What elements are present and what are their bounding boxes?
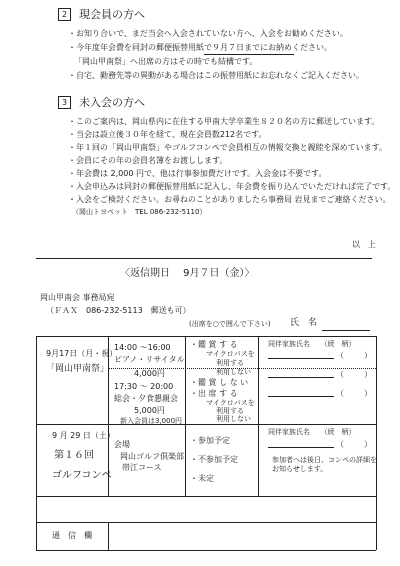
event2-note2: お知らせします。	[272, 465, 328, 473]
companion-field-2[interactable]	[268, 377, 334, 378]
section2-line3: 「岡山甲南祭」へ出席の方はその時でも結構です。	[74, 57, 258, 66]
table-bottom-border	[36, 550, 376, 551]
event2-companion-label: 同伴家族氏名 （続 柄）	[268, 428, 356, 436]
name-label: 氏 名	[290, 318, 318, 328]
event2-venue-label: 会場	[114, 440, 130, 449]
event2-companion-field[interactable]	[268, 447, 334, 448]
section3-contact: （岡山トヨペット TEL 086-232-5110）	[72, 208, 207, 216]
notes-label: 通 信 欄	[52, 531, 92, 540]
section3-line4: ・会員にその年の会員名簿をお渡しします。	[68, 156, 228, 165]
event1-part2-fee: 5,000円	[134, 406, 165, 415]
closing-mark: 以 上	[352, 240, 376, 249]
companion-paren-1: （ ）	[336, 351, 372, 360]
event1-opt2-bus-nouse[interactable]: 利用しない	[216, 415, 251, 423]
name-underline[interactable]	[322, 330, 370, 331]
event2-note1: 参加者へは後日、コンペの詳細を	[272, 456, 377, 464]
event2-title2: ゴルフコンペ	[52, 470, 112, 481]
section3-number: 3	[58, 96, 71, 109]
table-col2-divider	[185, 336, 186, 496]
table-left-border	[36, 336, 37, 550]
event1-opt2-bus-use[interactable]: 利用する	[216, 407, 244, 415]
event2-title1: 第１６回	[54, 450, 94, 461]
section3-line6: ・入会申込みは同封の郵便振替用紙に記入し、年会費を振り込んでいただければ完了です。	[68, 182, 396, 191]
event1-opt-bus: マイクロバスを	[206, 350, 255, 358]
table-top-border	[36, 336, 376, 337]
section3-heading: 未入会の方へ	[79, 96, 145, 109]
section3-line1: ・このご案内は、岡山県内に在住する甲南大学卒業生８２０名の方に郵送しています。	[68, 117, 380, 126]
section3-line5: ・年会費は 2,000 円で、他は行事参加費だけです。入会金は不要です。	[68, 169, 327, 178]
companion-field-1[interactable]	[268, 358, 334, 359]
reply-to-line2: （ＦＡＸ 086-232-5113 郵送も可）	[46, 306, 191, 315]
table-notes-top	[36, 522, 376, 523]
event2-opt-notjoin[interactable]: ・不参加予定	[190, 455, 238, 464]
event2-companion-paren: （ ）	[336, 440, 372, 449]
event1-date: 9月17日（月・祝）	[46, 349, 118, 358]
event1-part2-title: 総会・夕食懇親会	[114, 394, 178, 403]
table-col3-divider	[258, 336, 259, 496]
table-right-border	[376, 336, 377, 550]
section3-line7: ・入会をご検討ください。お尋ねのことがありましたら事務局 岩見までご連絡ください。	[68, 195, 391, 204]
notes-field[interactable]	[110, 524, 374, 548]
companion-paren-2: （ ）	[336, 370, 372, 379]
event1-part2-time: 17:30 ～ 20:00	[114, 382, 174, 391]
event1-part1-title: ピアノ・リサイタル	[114, 355, 185, 364]
reply-to-line1: 岡山甲南会 事務局宛	[40, 293, 115, 302]
event1-name: 「岡山甲南祭」	[46, 364, 110, 374]
table-mid-border	[36, 424, 376, 425]
table-event-border	[36, 496, 376, 497]
reply-deadline: 〈返信期日 9月７日（金）〉	[120, 268, 255, 279]
event1-opt-no-appreciate[interactable]: ・鑑 賞 し な い	[190, 378, 249, 387]
event2-opt-join[interactable]: ・参加予定	[190, 436, 230, 445]
event2-venue1: 岡山ゴルフ倶楽部	[120, 452, 184, 461]
companion-field-3[interactable]	[268, 396, 334, 397]
reply-instruction: (出席を○で囲んで下さい)	[189, 320, 271, 328]
event1-companion-label: 同伴家族氏名 （続 柄）	[268, 340, 356, 348]
companion-paren-3: （ ）	[336, 389, 372, 398]
event2-date: 9 月 29 日（土）	[52, 431, 115, 440]
section2-line2: ・今年度年会費を同封の郵便振替用紙で９月７日までにお納めください。	[68, 43, 332, 52]
section2-line4: ・自宅、勤務先等の異動がある場合はこの振替用紙にお忘れなくご記入ください。	[68, 71, 364, 80]
event1-opt-bus-nouse[interactable]: 利用しない	[216, 368, 251, 376]
event1-opt2-bus: マイクロバスを	[206, 399, 255, 407]
section2-number: 2	[58, 8, 71, 21]
event2-venue2: 帯江コース	[122, 463, 162, 472]
event1-part1-fee: 4,000円	[134, 369, 165, 378]
section3-line2: ・当会は設立後３０年を経て、現在会員数212名です。	[68, 130, 267, 139]
section2-heading: 現会員の方へ	[79, 8, 145, 21]
event1-opt-appreciate[interactable]: ・鑑 賞 す る	[190, 340, 238, 349]
section2-line1: ・お知り合いで、まだ当会へ入会されていない方へ、入会をお勧めください。	[68, 29, 348, 38]
event1-part1-time: 14:00 ～16:00	[114, 343, 171, 352]
notes-label-divider	[108, 522, 109, 550]
event2-opt-undecided[interactable]: ・未定	[190, 474, 214, 483]
section2-line2-underline	[204, 54, 294, 55]
event1-new-member-fee: 新入会員は3,000円	[120, 417, 183, 425]
event1-opt-bus-use[interactable]: 利用する	[216, 359, 244, 367]
event1-opt-attend[interactable]: ・出 席 す る	[190, 389, 238, 398]
section3-line3: ・年１回の「岡山甲南祭」やゴルフコンペで会員相互の情報交換と親睦を深めています。	[68, 143, 387, 152]
divider	[36, 258, 372, 259]
